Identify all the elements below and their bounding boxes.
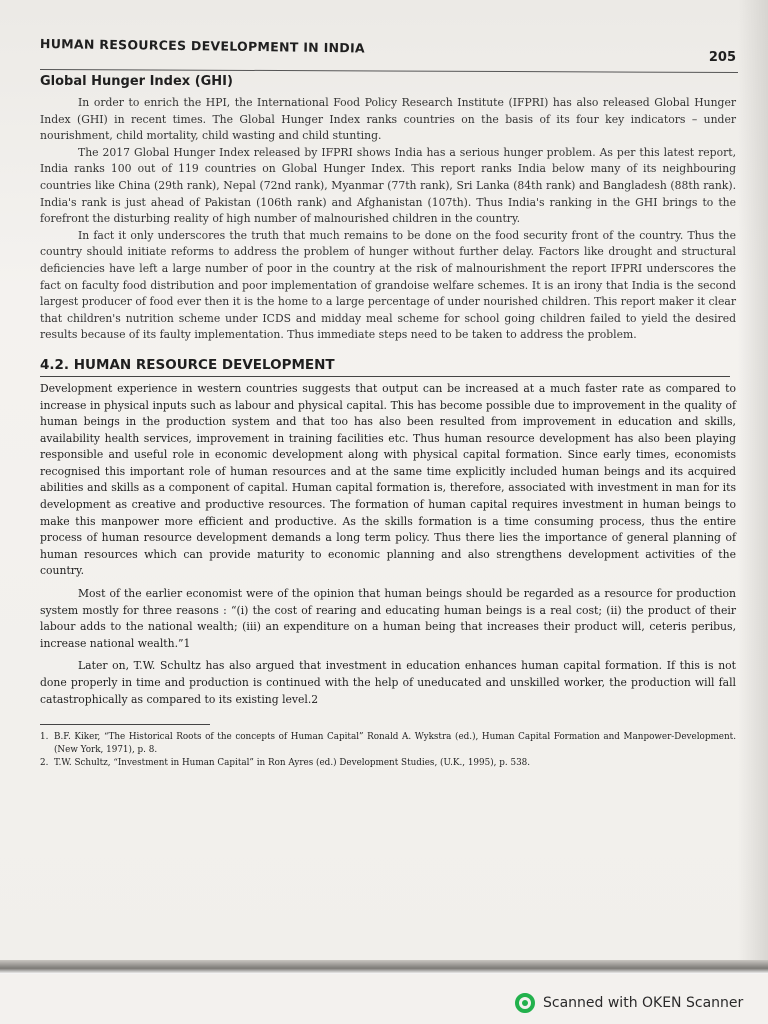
footnote-text: T.W. Schultz, “Investment in Human Capital” in Ron Ayres (ed.) Development Studies, (U.K., 1995), p. 538. — [54, 758, 531, 769]
ghi-paragraph-1: In order to enrich the HPI, the International Food Policy Research Institute (IFPRI) has also released Global Hunger Index (GHI) in recent times. The Global Hunger Index ranks countries on the basis of its four key indicators – under nourishment, child mortality, child wasting and child stunting. — [40, 96, 736, 143]
scanner-label: Scanned with OKEN Scanner — [543, 995, 744, 1011]
oken-scanner-logo-icon — [515, 993, 535, 1013]
page-body — [40, 70, 736, 770]
scanner-watermark — [515, 990, 743, 1016]
footnote-1 — [40, 731, 736, 757]
ghi-paragraph-3: In fact it only underscores the truth that much remains to be done on the food security front of the country. Thus the country should initiate reforms to address the problem of hunger without further delay. Factors like drought and structural deficiencies have left a large number of poor in the country at the risk of malnourishment the report IFPRI underscores the fact on faculty food distribution and poor implementation of grandoise welfare schemes. It is an irony that India is the second largest producer of food ever then it is the home to a large percentage of under nourished children. This report maker it clear that children's nutrition scheme under ICDS and midday meal scheme for school going children failed to yield the desired results because of its faulty implementation. Thus immediate steps need to be taken to address the problem. — [40, 228, 736, 342]
hrd-paragraph-1: Development experience in western countries suggests that output can be increased at a much faster rate as compared to increase in physical inputs such as labour and physical capital. This has become possible due to improvement in the quality of human beings in the production system and that too has also been resulted from improvement in education and skills, availability health services, improvement in training facilities etc. Thus human resource development has also been playing responsible and useful role in economic development along with physical capital formation. Since early times, economists recognised this important role of human resources and at the same time explicitly included human beings and its acquired abilities and skills as a component of capital. Human capital formation is, therefore, associated with investment in man for its development as creative and productive resources. The formation of human capital requires investment in human beings to make this manpower more efficient and productive. As the skills formation is a time consuming process, thus the entire process of human resource development demands a long term policy. Thus there lies the importance of general planning of human resources which can provide maturity to economic planning and also strengthens development activities of the country. — [40, 381, 736, 578]
hrd-paragraph-3: Later on, T.W. Schultz has also argued that investment in education enhances human capital formation. If this is not done properly in time and production is continued with the help of uneducated and unskilled worker, the production will fall catastrophically as compared to its existing level.2 — [40, 659, 736, 706]
hrd-paragraph-2: Most of the earlier economist were of the opinion that human beings should be regarded as a resource for production system mostly for three reasons : “(i) the cost of rearing and educating human beings is a real cost; (ii) the product of their labour adds to the national wealth; (iii) an expenditure on a human being that increases their product will, ceteris peribus, increase national wealth.”1 — [40, 587, 736, 650]
hrd-heading: 4.2. HUMAN RESOURCE DEVELOPMENT — [40, 357, 730, 377]
footnote-rule — [40, 724, 210, 725]
footnote-number: 1. — [40, 732, 49, 743]
ghi-section — [40, 95, 736, 344]
hrd-section — [40, 381, 736, 708]
running-title: HUMAN RESOURCES DEVELOPMENT IN INDIA — [39, 36, 366, 56]
page-bottom-edge — [0, 960, 768, 974]
footnote-2 — [40, 757, 736, 770]
page-number: 205 — [708, 50, 736, 65]
footnote-number: 2. — [40, 758, 49, 769]
footnote-text: B.F. Kiker, “The Historical Roots of the concepts of Human Capital” Ronald A. Wykstra (ed.), Human Capital Formation and Manpower-Development. (New York, 1971), p. 8. — [54, 732, 736, 756]
ghi-heading: Global Hunger Index (GHI) — [40, 74, 233, 89]
ghi-paragraph-2: The 2017 Global Hunger Index released by IFPRI shows India has a serious hunger problem. As per this latest report, India ranks 100 out of 119 countries on Global Hunger Index. This report ranks India below many of its neighbouring countries like China (29th rank), Nepal (72nd rank), Myanmar (77th rank), Sri Lanka (84th rank) and Bangladesh (88th rank). India's rank is just ahead of Pakistan (106th rank) and Afghanistan (107th). Thus India's ranking in the GHI brings to the forefront the disturbing reality of high number of malnourished children in the country. — [40, 145, 736, 226]
